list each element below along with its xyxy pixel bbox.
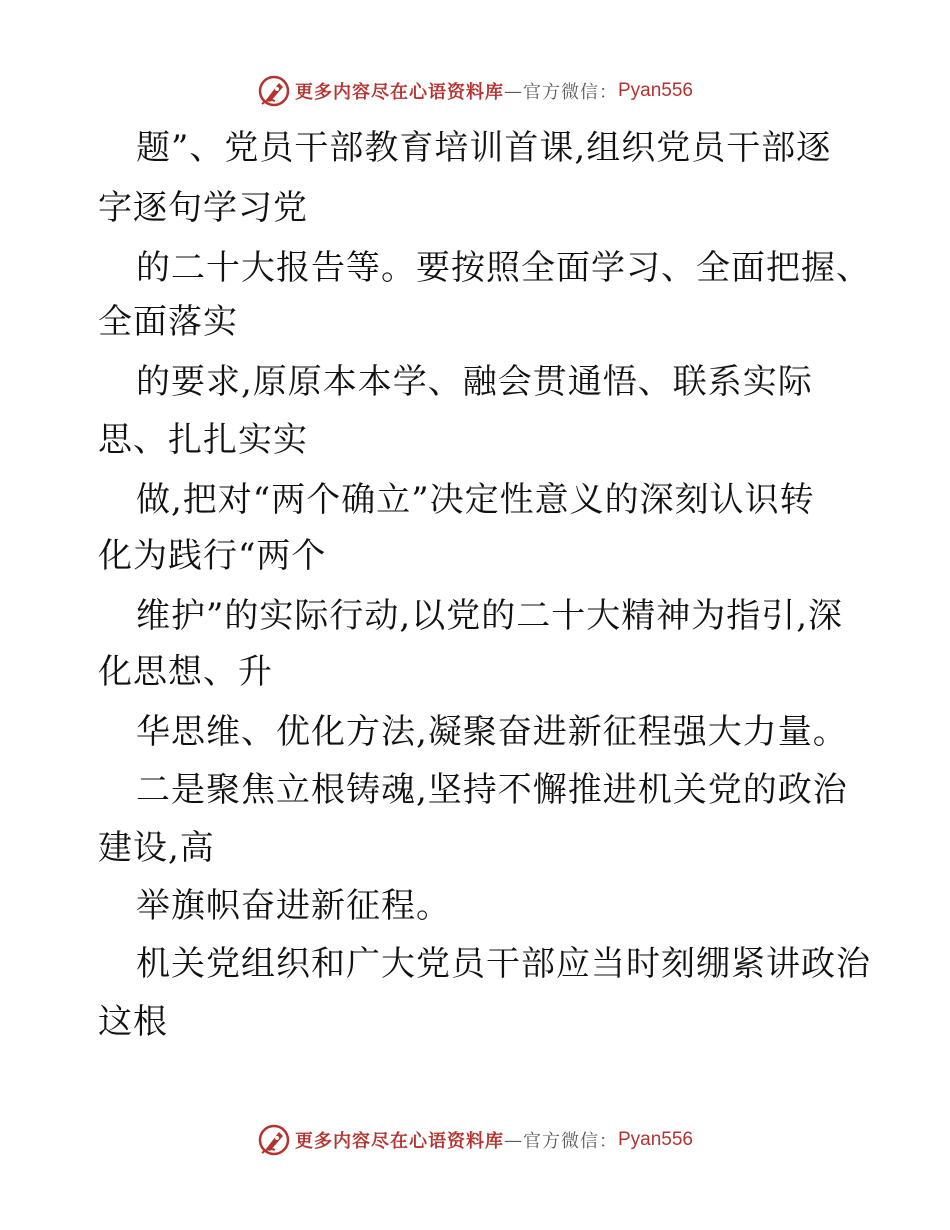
body-line: 二是聚焦立根铸魂,坚持不懈推进机关党的政治: [136, 770, 848, 810]
body-line: 化为践行“两个: [98, 536, 327, 576]
body-line: 建设,高: [98, 828, 215, 868]
body-line: 全面落实: [98, 302, 238, 342]
footer-site-text: 更多内容尽在心语资料库: [294, 1131, 504, 1152]
pen-nib-logo-icon: [257, 74, 291, 108]
header-wechat-label: 官方微信：: [522, 82, 618, 103]
header-wechat-id: Pyan556: [617, 80, 693, 101]
body-line: 的二十大报告等。要按照全面学习、全面把握、: [136, 248, 871, 288]
header-site-text: 更多内容尽在心语资料库: [294, 82, 504, 103]
body-line: 题”、党员干部教育培训首课,组织党员干部逐: [136, 128, 832, 168]
body-line: 的要求,原原本本学、融会贯通悟、联系实际: [136, 362, 813, 402]
body-line: 这根: [98, 1002, 168, 1042]
footer-wechat-id: Pyan556: [617, 1129, 693, 1150]
body-line: 维护”的实际行动,以党的二十大精神为指引,深: [136, 596, 843, 636]
body-line: 举旗帜奋进新征程。: [136, 886, 451, 926]
header-banner: [0, 71, 950, 111]
body-line: 机关党组织和广大党员干部应当时刻绷紧讲政治: [136, 944, 871, 984]
header-dash: —: [503, 80, 523, 102]
footer-dash: —: [503, 1129, 523, 1151]
footer-banner: [0, 1120, 950, 1160]
body-line: 华思维、优化方法,凝聚奋进新征程强大力量。: [136, 712, 848, 752]
body-line: 做,把对“两个确立”决定性意义的深刻认识转: [136, 480, 815, 520]
footer-wechat-label: 官方微信：: [522, 1131, 618, 1152]
body-line: 字逐句学习党: [98, 188, 308, 228]
body-line: 化思想、升: [98, 652, 273, 692]
body-line: 思、扎扎实实: [98, 420, 308, 460]
pen-nib-logo-icon: [257, 1123, 291, 1157]
